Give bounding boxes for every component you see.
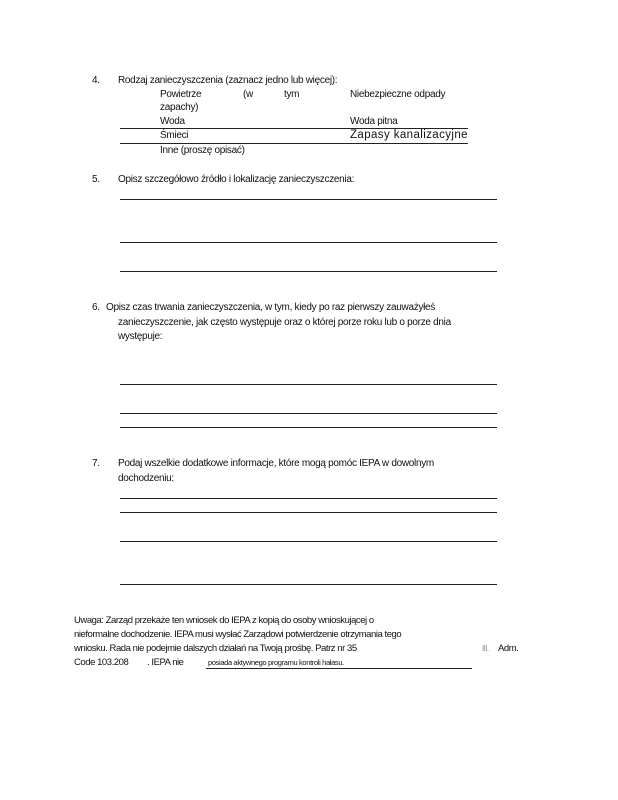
q7-line1: Podaj wszelkie dodatkowe informacje, które mogą pomóc IEPA w dowolnym <box>118 458 434 469</box>
note-adm: Adm. <box>498 643 519 654</box>
option-air-tym: tym <box>284 89 300 100</box>
note-line2: nieformalne dochodzenie. IEPA musi wysłać Zarządowi potwierdzenie otrzymania tego <box>74 629 402 640</box>
option-water: Woda <box>160 116 185 127</box>
option-sewage: Zapasy kanalizacyjne <box>350 129 468 141</box>
q6-line1: Opisz czas trwania zanieczyszczenia, w tym, kiedy po raz pierwszy zauważyłeś <box>106 302 435 313</box>
answer-line[interactable] <box>120 271 497 272</box>
option-divider <box>120 143 468 144</box>
answer-line[interactable] <box>120 242 497 243</box>
q6-line3: występuje: <box>118 331 163 342</box>
answer-line[interactable] <box>120 413 497 414</box>
option-air: Powietrze <box>160 89 202 100</box>
answer-line[interactable] <box>120 199 497 200</box>
note-line3: wniosku. Rada nie podejmie dalszych działań na Twoją prośbę. Patrz nr 35 <box>74 643 357 654</box>
q7-number: 7. <box>92 458 100 469</box>
answer-line[interactable] <box>120 541 497 542</box>
note-line1: Uwaga: Zarząd przekaże ten wniosek do IEPA z kopią do osoby wnioskującej o <box>74 615 374 626</box>
option-air-w: (w <box>243 89 253 100</box>
answer-line[interactable] <box>120 498 497 499</box>
option-hazardous-waste: Niebezpieczne odpady <box>350 89 446 100</box>
q7-line2: dochodzeniu: <box>118 473 174 484</box>
q6-line2: zanieczyszczenie, jak często występuje oraz o której porze roku lub o porze dnia <box>118 317 451 328</box>
note-code: Code 103.208 <box>74 657 129 668</box>
option-other: Inne (proszę opisać) <box>160 145 245 156</box>
answer-line[interactable] <box>120 584 497 585</box>
q6-number: 6. <box>92 302 100 313</box>
answer-line[interactable] <box>120 427 497 428</box>
q5-number: 5. <box>92 174 100 185</box>
q4-number: 4. <box>92 75 100 86</box>
note-underline <box>206 668 472 669</box>
note-mark: Ill. <box>482 644 489 653</box>
option-garbage: Śmieci <box>160 130 189 141</box>
q5-label: Opisz szczegółowo źródło i lokalizację zanieczyszczenia: <box>118 174 355 185</box>
answer-line[interactable] <box>120 384 497 385</box>
answer-line[interactable] <box>120 512 497 513</box>
note-iepa: . IEPA nie <box>147 657 184 668</box>
option-drinking-water: Woda pitna <box>350 116 398 127</box>
option-air-smells: zapachy) <box>160 102 199 113</box>
q4-label: Rodzaj zanieczyszczenia (zaznacz jedno lub więcej): <box>118 75 338 86</box>
note-underlined: posiada aktywnego programu kontroli hałasu. <box>208 658 344 667</box>
